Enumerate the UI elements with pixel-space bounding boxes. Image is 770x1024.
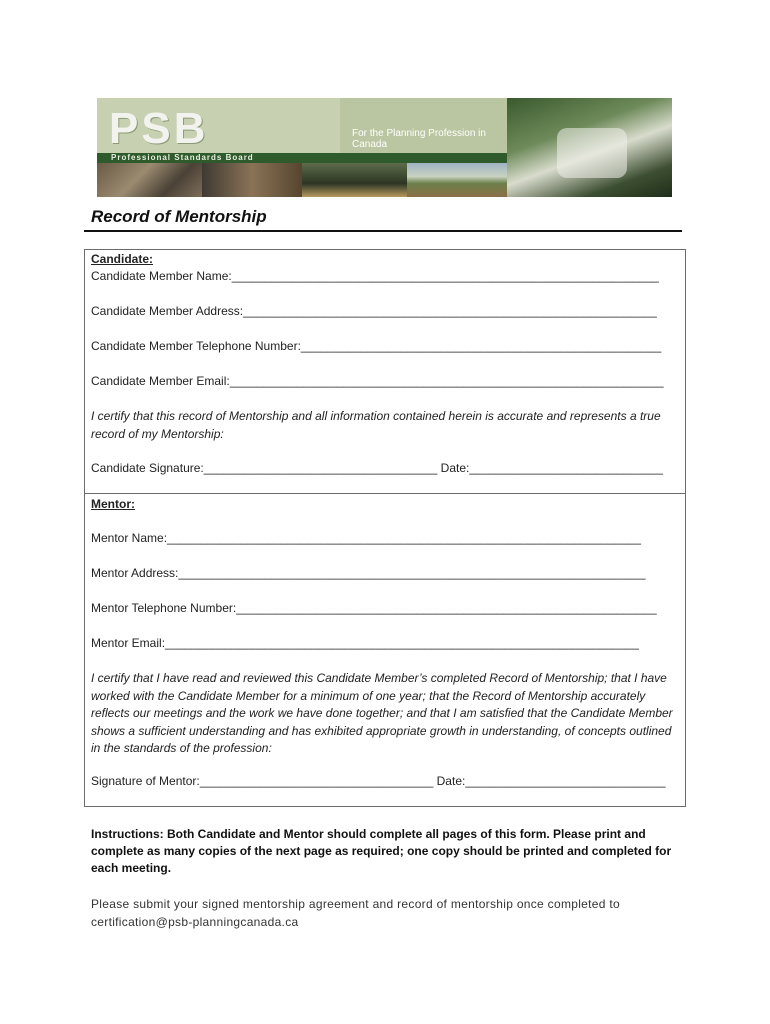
submit-note: Please submit your signed mentorship agreement and record of mentorship once completed to certification@psb-planningcanada.ca [91,897,620,929]
candidate-heading: Candidate: [91,252,154,266]
mentor-certification: I certify that I have read and reviewed this Candidate Member’s completed Record of Mentorship; that I have worked with the Candidate Member for a minimum of one year; that the Record of Mentorship accurately reflects our meetings and the work we have done together; and that I am satisfied that the Candidate Member shows a sufficient understanding and has exhibited appropriate growth in understanding, of concepts outlined in the standards of the profession: [91,671,673,755]
banner-tagline: For the Planning Profession in Canada [352,128,486,150]
candidate-certification: I certify that this record of Mentorship and all information contained herein is accurate and represents a true record of my Mentorship: [91,409,661,441]
meeting-photo [202,163,302,197]
city-photo [97,163,202,197]
mentor-signature-field[interactable]: Signature of Mentor:___________________________________ Date:______________________________ [91,774,666,788]
candidate-signature-field[interactable]: Candidate Signature:___________________________________ Date:_____________________________ [91,461,663,475]
mentor-email-field[interactable]: Mentor Email:_______________________________________________________________________ [91,636,639,650]
candidate-address-field[interactable]: Candidate Member Address:______________________________________________________________ [91,304,657,318]
mentor-address-field[interactable]: Mentor Address:______________________________________________________________________ [91,566,646,580]
scales-photo [302,163,407,197]
people-photo [507,98,672,197]
mentor-phone-field[interactable]: Mentor Telephone Number:_______________________________________________________________ [91,601,657,615]
board-name-strip: Professional Standards Board [97,153,507,163]
psb-logo: PSB [109,104,209,153]
instructions-text: Instructions: Both Candidate and Mentor should complete all pages of this form. Please print and complete as many copies of the next page as required; one copy should be printed and completed for each meeting. [91,827,672,875]
page-title: Record of Mentorship [91,207,267,226]
road-photo [407,163,507,197]
candidate-phone-field[interactable]: Candidate Member Telephone Number:______________________________________________________ [91,339,662,353]
candidate-name-field[interactable]: Candidate Member Name:________________________________________________________________ [91,269,659,283]
candidate-email-field[interactable]: Candidate Member Email:_________________________________________________________________ [91,374,664,388]
mentor-name-field[interactable]: Mentor Name:_______________________________________________________________________ [91,531,641,545]
mentor-heading: Mentor: [91,497,135,511]
title-underline [84,230,682,232]
psb-banner [97,98,672,197]
candidate-section [84,249,686,494]
